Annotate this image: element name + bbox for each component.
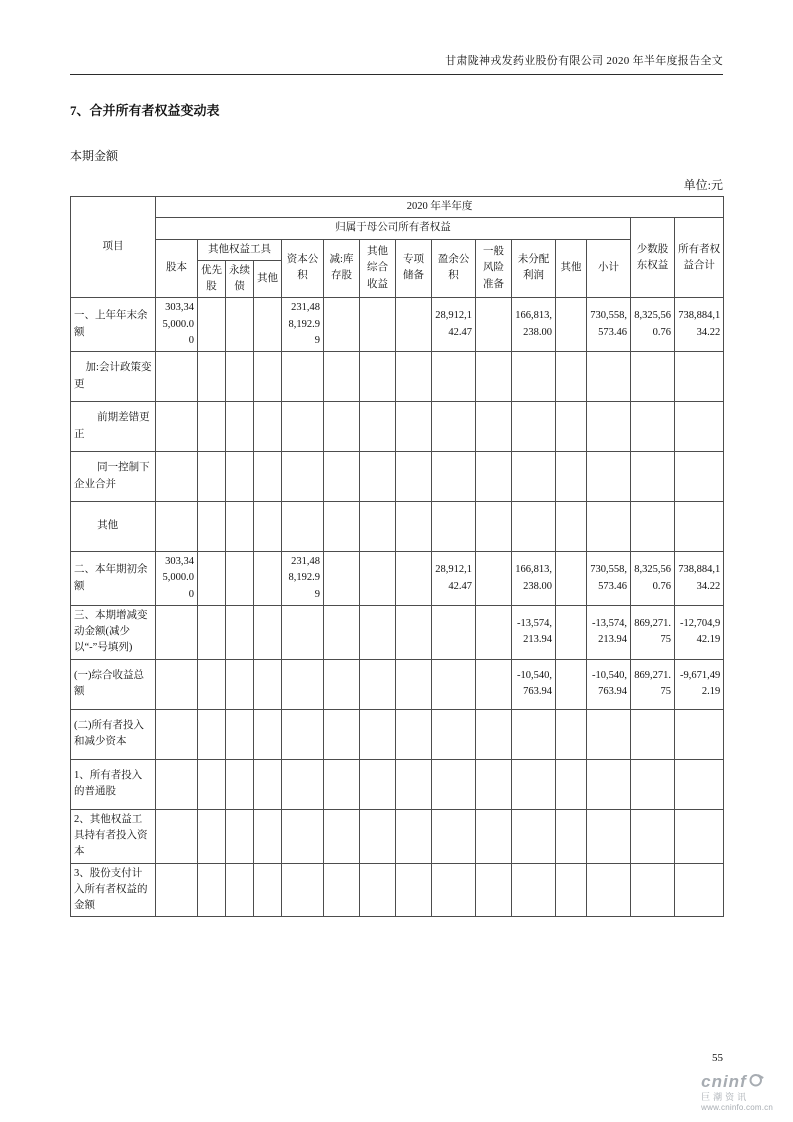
table-cell xyxy=(254,605,282,659)
table-cell xyxy=(156,759,198,809)
table-cell: 730,558,573.46 xyxy=(587,298,631,352)
col-header-perpetual-bonds: 永续债 xyxy=(226,260,254,298)
table-cell xyxy=(396,552,432,606)
table-row xyxy=(71,759,724,809)
table-cell xyxy=(476,709,512,759)
table-cell: 869,271.75 xyxy=(631,659,675,709)
row-label: 前期差错更正 xyxy=(71,402,156,452)
table-cell xyxy=(675,452,724,502)
table-cell xyxy=(282,402,324,452)
table-cell xyxy=(156,402,198,452)
table-cell xyxy=(675,809,724,863)
col-header-item: 项目 xyxy=(71,197,156,298)
table-cell xyxy=(432,605,476,659)
table-cell xyxy=(512,402,556,452)
table-cell xyxy=(226,759,254,809)
table-cell xyxy=(324,759,360,809)
table-cell xyxy=(556,605,587,659)
table-cell: 166,813,238.00 xyxy=(512,298,556,352)
table-cell: -9,671,492.19 xyxy=(675,659,724,709)
table-cell xyxy=(675,402,724,452)
table-cell xyxy=(198,659,226,709)
table-cell xyxy=(226,352,254,402)
table-cell xyxy=(156,352,198,402)
table-cell xyxy=(282,605,324,659)
table-cell xyxy=(324,352,360,402)
table-cell xyxy=(360,402,396,452)
table-cell xyxy=(432,759,476,809)
row-label: 一、上年年末余额 xyxy=(71,298,156,352)
table-cell xyxy=(512,452,556,502)
table-cell xyxy=(587,809,631,863)
table-cell: -12,704,942.19 xyxy=(675,605,724,659)
table-cell xyxy=(631,402,675,452)
table-cell xyxy=(360,298,396,352)
document-header: 甘肃陇神戎发药业股份有限公司 2020 年半年度报告全文 xyxy=(70,52,723,75)
table-cell xyxy=(587,863,631,917)
table-cell xyxy=(324,605,360,659)
table-cell xyxy=(324,659,360,709)
table-cell xyxy=(282,759,324,809)
table-cell xyxy=(254,452,282,502)
table-cell xyxy=(587,709,631,759)
table-cell xyxy=(360,709,396,759)
table-cell xyxy=(360,452,396,502)
table-cell xyxy=(156,502,198,552)
table-cell xyxy=(360,605,396,659)
table-cell: 738,884,134.22 xyxy=(675,298,724,352)
table-cell xyxy=(631,502,675,552)
table-cell xyxy=(254,402,282,452)
period-header: 2020 年半年度 xyxy=(156,197,724,218)
period-label: 本期金额 xyxy=(70,149,119,163)
table-cell xyxy=(476,402,512,452)
table-cell xyxy=(198,352,226,402)
col-header-tool-other: 其他 xyxy=(254,260,282,298)
table-row xyxy=(71,452,724,502)
row-label: 2、其他权益工具持有者投入资本 xyxy=(71,809,156,863)
table-cell xyxy=(432,402,476,452)
row-label: 1、所有者投入的普通股 xyxy=(71,759,156,809)
table-cell xyxy=(254,502,282,552)
table-cell xyxy=(556,863,587,917)
table-cell xyxy=(324,298,360,352)
table-cell xyxy=(198,759,226,809)
table-cell xyxy=(396,759,432,809)
table-cell xyxy=(432,502,476,552)
table-cell xyxy=(396,809,432,863)
table-cell: 869,271.75 xyxy=(631,605,675,659)
row-label: (二)所有者投入和减少资本 xyxy=(71,709,156,759)
table-cell: 730,558,573.46 xyxy=(587,552,631,606)
table-cell xyxy=(156,709,198,759)
table-cell xyxy=(156,809,198,863)
row-label: 二、本年期初余额 xyxy=(71,552,156,606)
col-header-undistributed-profit: 未分配利润 xyxy=(512,239,556,298)
table-cell xyxy=(282,863,324,917)
table-cell xyxy=(324,709,360,759)
row-label: 3、股份支付计入所有者权益的金额 xyxy=(71,863,156,917)
table-cell xyxy=(675,502,724,552)
cninfo-logo-chinese: 巨潮资讯 xyxy=(701,1092,750,1103)
table-cell xyxy=(556,809,587,863)
table-cell xyxy=(556,659,587,709)
table-cell: 303,345,000.00 xyxy=(156,552,198,606)
table-cell: 303,345,000.00 xyxy=(156,298,198,352)
table-cell xyxy=(675,709,724,759)
table-cell xyxy=(587,452,631,502)
col-header-preferred-shares: 优先股 xyxy=(198,260,226,298)
table-cell xyxy=(156,452,198,502)
table-cell xyxy=(631,809,675,863)
table-cell xyxy=(282,809,324,863)
table-cell xyxy=(226,452,254,502)
table-cell xyxy=(556,709,587,759)
table-cell xyxy=(226,863,254,917)
table-cell xyxy=(631,863,675,917)
table-cell xyxy=(512,352,556,402)
col-header-other-equity-tools: 其他权益工具 xyxy=(198,239,282,260)
table-cell xyxy=(156,659,198,709)
col-header-special-reserve: 专项储备 xyxy=(396,239,432,298)
table-cell xyxy=(254,809,282,863)
table-cell xyxy=(156,605,198,659)
table-cell xyxy=(476,809,512,863)
table-cell xyxy=(254,863,282,917)
table-cell xyxy=(512,502,556,552)
cninfo-logo-icon xyxy=(749,1072,764,1092)
table-cell xyxy=(324,402,360,452)
table-cell: 231,488,192.99 xyxy=(282,298,324,352)
cninfo-logo-text: cninf xyxy=(701,1071,747,1091)
table-cell xyxy=(254,552,282,606)
col-header-other: 其他 xyxy=(556,239,587,298)
table-cell xyxy=(476,659,512,709)
table-cell: -13,574,213.94 xyxy=(512,605,556,659)
table-cell xyxy=(282,352,324,402)
table-cell xyxy=(432,863,476,917)
table-cell xyxy=(512,863,556,917)
table-cell: 28,912,142.47 xyxy=(432,552,476,606)
table-cell xyxy=(226,402,254,452)
table-cell xyxy=(396,605,432,659)
table-cell xyxy=(254,352,282,402)
table-cell xyxy=(198,298,226,352)
table-cell: 8,325,560.76 xyxy=(631,552,675,606)
table-cell xyxy=(198,552,226,606)
table-cell xyxy=(360,759,396,809)
table-cell xyxy=(587,402,631,452)
table-cell xyxy=(476,863,512,917)
table-row xyxy=(71,402,724,452)
table-cell xyxy=(631,352,675,402)
col-header-minority-interest: 少数股东权益 xyxy=(631,218,675,298)
table-cell xyxy=(512,709,556,759)
cninfo-logo-wordmark xyxy=(701,1072,773,1092)
col-header-share-capital: 股本 xyxy=(156,239,198,298)
table-cell xyxy=(476,552,512,606)
table-cell xyxy=(587,759,631,809)
table-cell xyxy=(556,352,587,402)
table-cell xyxy=(360,809,396,863)
table-cell xyxy=(476,452,512,502)
table-cell xyxy=(512,759,556,809)
table-cell: 738,884,134.22 xyxy=(675,552,724,606)
table-row xyxy=(71,298,724,352)
table-cell xyxy=(226,502,254,552)
table-cell: 8,325,560.76 xyxy=(631,298,675,352)
equity-table-body xyxy=(71,298,724,917)
table-cell: 28,912,142.47 xyxy=(432,298,476,352)
table-cell xyxy=(396,659,432,709)
table-cell xyxy=(476,298,512,352)
table-cell xyxy=(360,502,396,552)
table-cell xyxy=(198,502,226,552)
table-cell xyxy=(396,402,432,452)
table-row xyxy=(71,502,724,552)
header-row-columns xyxy=(71,239,724,260)
table-cell xyxy=(198,863,226,917)
table-cell xyxy=(512,809,556,863)
table-cell xyxy=(476,605,512,659)
table-cell xyxy=(476,352,512,402)
table-cell xyxy=(226,605,254,659)
table-cell xyxy=(476,759,512,809)
table-row xyxy=(71,659,724,709)
section-title: 7、合并所有者权益变动表 xyxy=(70,103,220,118)
table-cell xyxy=(556,759,587,809)
row-label: 加:会计政策变更 xyxy=(71,352,156,402)
table-cell xyxy=(360,863,396,917)
table-cell xyxy=(198,809,226,863)
table-cell xyxy=(282,502,324,552)
row-label: 同一控制下企业合并 xyxy=(71,452,156,502)
table-cell xyxy=(254,659,282,709)
col-header-other-comprehensive-income: 其他综合收益 xyxy=(360,239,396,298)
table-cell xyxy=(432,352,476,402)
table-cell xyxy=(282,709,324,759)
table-cell xyxy=(282,452,324,502)
table-row xyxy=(71,552,724,606)
table-cell xyxy=(198,709,226,759)
table-cell xyxy=(476,502,512,552)
table-cell xyxy=(198,452,226,502)
header-row-period xyxy=(71,197,724,218)
table-cell xyxy=(198,605,226,659)
header-row-group xyxy=(71,218,724,239)
table-cell xyxy=(631,759,675,809)
table-cell xyxy=(226,809,254,863)
table-cell xyxy=(360,552,396,606)
table-cell: -13,574,213.94 xyxy=(587,605,631,659)
table-cell xyxy=(254,298,282,352)
table-cell xyxy=(432,659,476,709)
table-cell xyxy=(556,402,587,452)
table-cell xyxy=(675,759,724,809)
col-header-subtotal: 小计 xyxy=(587,239,631,298)
table-row xyxy=(71,709,724,759)
col-header-total-equity: 所有者权益合计 xyxy=(675,218,724,298)
table-cell xyxy=(254,759,282,809)
table-row xyxy=(71,605,724,659)
table-cell xyxy=(587,352,631,402)
table-row xyxy=(71,352,724,402)
table-cell xyxy=(226,552,254,606)
table-cell: 166,813,238.00 xyxy=(512,552,556,606)
cninfo-logo-url: www.cninfo.com.cn xyxy=(701,1102,773,1112)
table-cell xyxy=(324,552,360,606)
table-cell xyxy=(324,502,360,552)
table-cell: -10,540,763.94 xyxy=(512,659,556,709)
table-cell xyxy=(675,352,724,402)
table-cell xyxy=(432,809,476,863)
table-cell xyxy=(556,298,587,352)
table-cell xyxy=(396,502,432,552)
table-cell xyxy=(282,659,324,709)
table-cell xyxy=(360,659,396,709)
page-number: 55 xyxy=(712,1052,723,1064)
table-cell xyxy=(556,552,587,606)
table-cell xyxy=(675,863,724,917)
table-cell xyxy=(396,298,432,352)
table-cell xyxy=(324,809,360,863)
table-cell xyxy=(396,452,432,502)
table-cell xyxy=(226,298,254,352)
table-cell xyxy=(324,863,360,917)
row-label: (一)综合收益总额 xyxy=(71,659,156,709)
col-header-surplus-reserve: 盈余公积 xyxy=(432,239,476,298)
table-cell xyxy=(396,863,432,917)
col-header-capital-reserve: 资本公积 xyxy=(282,239,324,298)
unit-label: 单位:元 xyxy=(683,178,723,192)
table-cell xyxy=(156,863,198,917)
table-cell xyxy=(587,502,631,552)
table-cell xyxy=(556,502,587,552)
table-row xyxy=(71,809,724,863)
table-cell xyxy=(631,709,675,759)
parent-equity-group-header: 归属于母公司所有者权益 xyxy=(156,218,631,239)
table-cell xyxy=(556,452,587,502)
equity-change-table xyxy=(70,196,724,917)
row-label: 其他 xyxy=(71,502,156,552)
table-cell xyxy=(432,709,476,759)
table-cell xyxy=(432,452,476,502)
table-cell xyxy=(226,659,254,709)
row-label: 三、本期增减变动金额(减少以“-”号填列) xyxy=(71,605,156,659)
col-header-general-risk-reserve: 一般风险准备 xyxy=(476,239,512,298)
table-cell xyxy=(226,709,254,759)
table-cell xyxy=(396,709,432,759)
cninfo-logo xyxy=(701,1072,773,1112)
table-cell xyxy=(396,352,432,402)
table-cell xyxy=(360,352,396,402)
table-cell xyxy=(324,452,360,502)
table-row xyxy=(71,863,724,917)
table-cell xyxy=(198,402,226,452)
table-cell: -10,540,763.94 xyxy=(587,659,631,709)
table-cell xyxy=(254,709,282,759)
table-cell: 231,488,192.99 xyxy=(282,552,324,606)
table-cell xyxy=(631,452,675,502)
col-header-treasury-stock: 减:库存股 xyxy=(324,239,360,298)
